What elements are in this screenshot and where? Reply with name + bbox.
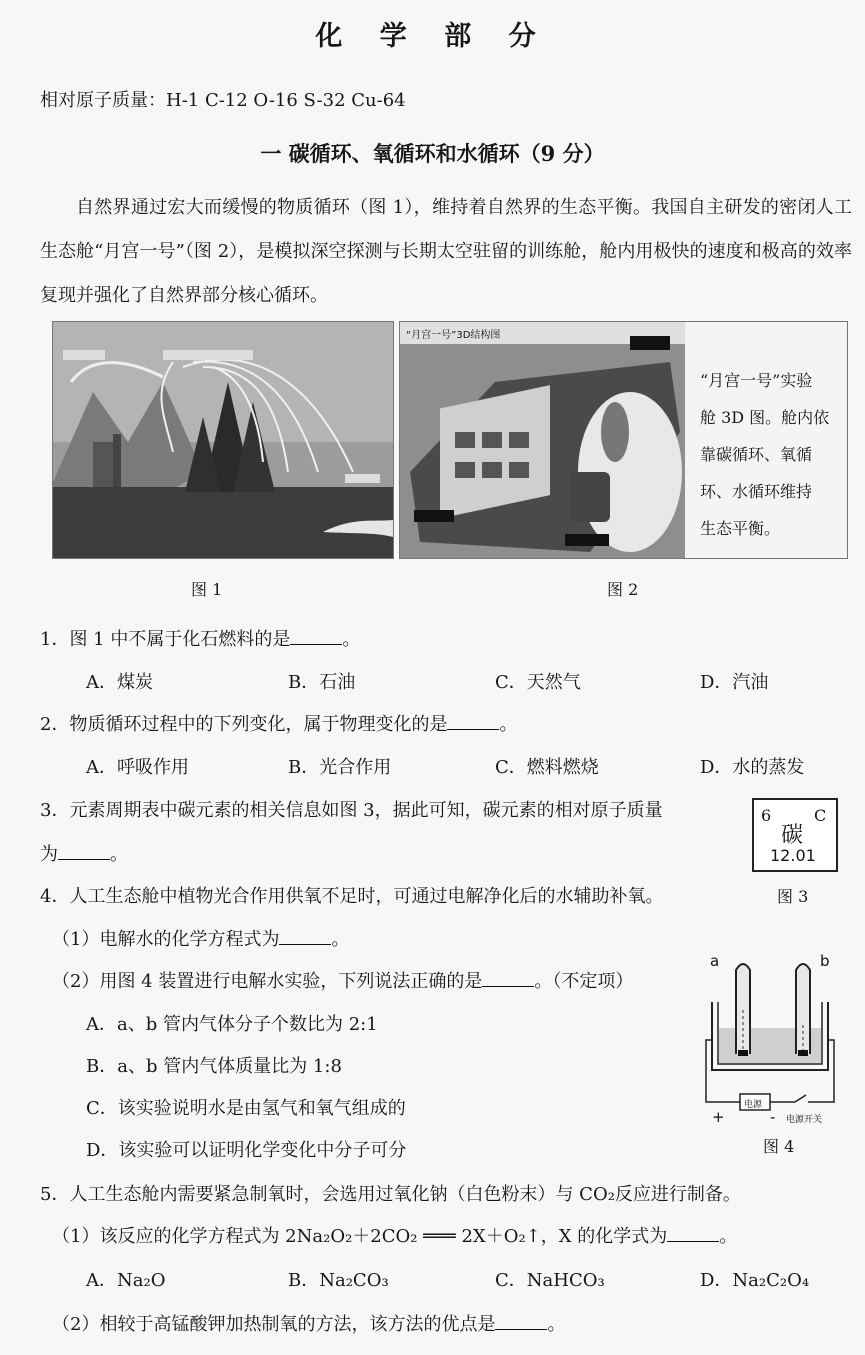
question-3-line-1: 3．元素周期表中碳元素的相关信息如图 3，据此可知，碳元素的相对原子质量: [40, 800, 663, 821]
answer-blank[interactable]: [58, 843, 110, 860]
intro-paragraph: 自然界通过宏大而缓慢的物质循环（图 1），维持着自然界的生态平衡。我国自主研发的密闭人工生态舱“月宫一号”（图 2），是模拟深空探测与长期太空驻留的训练舱，舱内用极快的速度和极高的效率复现并强化了自然界部分核心循环。: [40, 197, 852, 306]
q5-option-a[interactable]: A．Na₂O: [86, 1270, 166, 1291]
question-2: [40, 710, 517, 736]
figure-2-side-text: [700, 362, 848, 547]
tube-b-label: b: [820, 952, 830, 970]
page-title: 化 学 部 分: [315, 21, 550, 52]
question-1-text: 1．图 1 中不属于化石燃料的是: [40, 629, 291, 650]
question-5: 5．人工生态舱内需要紧急制氧时，会选用过氧化钠（白色粉末）与 CO₂反应进行制备。: [40, 1184, 741, 1205]
figure-4-electrolysis-apparatus: [700, 950, 850, 1126]
figure-4-caption: 图 4: [763, 1137, 795, 1156]
question-5-2: [52, 1310, 565, 1336]
question-4: 4．人工生态舱中植物光合作用供氧不足时，可通过电解净化后的水辅助补氧。: [40, 886, 664, 907]
question-1: [40, 625, 360, 651]
q5-option-c[interactable]: C．NaHCO₃: [495, 1270, 605, 1291]
section-title: 一 碳循环、氧循环和水循环（9 分）: [260, 141, 605, 166]
q4-option-d[interactable]: D．该实验可以证明化学变化中分子可分: [86, 1140, 407, 1161]
figure-1-caption: 图 1: [191, 580, 223, 599]
minus-sign: -: [770, 1108, 776, 1126]
switch-lever: [795, 1095, 806, 1102]
question-5-1: [52, 1222, 737, 1248]
q1-option-c[interactable]: C．天然气: [495, 672, 581, 693]
answer-blank[interactable]: [495, 1313, 547, 1330]
question-4-2-end: 。（不定项）: [534, 971, 634, 992]
relative-atomic-masses: 相对原子质量：H-1 C-12 O-16 S-32 Cu-64: [40, 90, 406, 111]
power-label: 电源: [744, 1100, 763, 1110]
q2-option-c[interactable]: C．燃料燃烧: [495, 757, 599, 778]
electrode-b: [798, 1050, 808, 1056]
q4-option-b[interactable]: B．a、b 管内气体质量比为 1:8: [86, 1056, 342, 1077]
element-symbol: C: [814, 806, 827, 825]
atomic-number: 6: [761, 806, 772, 825]
figure-3-periodic-cell: [752, 798, 838, 872]
figure-3-caption: 图 3: [777, 887, 809, 906]
answer-blank[interactable]: [447, 713, 499, 730]
q4-option-a[interactable]: A．a、b 管内气体分子个数比为 2:1: [86, 1014, 378, 1035]
q2-option-b[interactable]: B．光合作用: [288, 757, 392, 778]
question-5-2-end: 。: [547, 1314, 566, 1335]
q1-option-b[interactable]: B．石油: [288, 672, 356, 693]
question-5-1-end: 。: [719, 1226, 738, 1247]
question-2-text: 2．物质循环过程中的下列变化，属于物理变化的是: [40, 714, 448, 735]
atomic-mass: 12.01: [770, 846, 816, 865]
question-5-1-text: （1）该反应的化学方程式为 2Na₂O₂＋2CO₂ ═══ 2X＋O₂↑，X 的化学式为: [52, 1226, 668, 1247]
question-3-start: 为: [40, 844, 58, 865]
figure-2-side-line: 靠碳循环、氧循: [700, 445, 813, 464]
question-4-2-text: （2）用图 4 装置进行电解水实验，下列说法正确的是: [52, 971, 483, 992]
q1-option-a[interactable]: A．煤炭: [86, 672, 153, 693]
question-4-1: [52, 925, 349, 951]
electrode-a: [738, 1050, 748, 1056]
q5-option-d[interactable]: D．Na₂C₂O₄: [700, 1270, 810, 1291]
answer-blank[interactable]: [290, 628, 342, 645]
question-4-1-text: （1）电解水的化学方程式为: [52, 929, 280, 950]
question-4-1-end: 。: [331, 929, 350, 950]
element-name: 碳: [781, 823, 804, 848]
figure-2-illustration: [400, 322, 685, 558]
question-4-2: [52, 967, 633, 993]
tube-a-label: a: [710, 952, 720, 970]
figure-2-lunar-palace: [399, 321, 848, 559]
question-3-end: 。: [110, 844, 128, 865]
q5-option-b[interactable]: B．Na₂CO₃: [288, 1270, 389, 1291]
tube-b: [796, 964, 810, 1054]
q2-option-a[interactable]: A．呼吸作用: [86, 757, 189, 778]
question-5-2-text: （2）相较于高锰酸钾加热制氧的方法，该方法的优点是: [52, 1314, 496, 1335]
figure-2-side-line: 舱 3D 图。舱内依: [700, 408, 830, 427]
figure-1-illustration: [53, 322, 393, 558]
question-2-end: 。: [499, 714, 518, 735]
figure-2-side-line: “月宫一号”实验: [700, 371, 813, 390]
question-1-end: 。: [342, 629, 361, 650]
answer-blank[interactable]: [482, 970, 534, 987]
figure-2-caption: 图 2: [607, 580, 639, 599]
q2-option-d[interactable]: D．水的蒸发: [700, 757, 805, 778]
switch-label: 电源开关: [786, 1115, 823, 1125]
q1-option-d[interactable]: D．汽油: [700, 672, 769, 693]
answer-blank[interactable]: [279, 928, 331, 945]
figure-2-side-line: 生态平衡。: [700, 519, 781, 538]
figure-2-header: “月宫一号”3D结构图: [406, 330, 501, 341]
answer-blank[interactable]: [667, 1225, 719, 1242]
q4-option-c[interactable]: C．该实验说明水是由氢气和氧气组成的: [86, 1098, 406, 1119]
figure-2-side-line: 环、水循环维持: [700, 482, 813, 501]
figure-1-carbon-cycle: [52, 321, 394, 559]
question-3-line-2: [40, 840, 128, 866]
plus-sign: +: [712, 1108, 725, 1126]
